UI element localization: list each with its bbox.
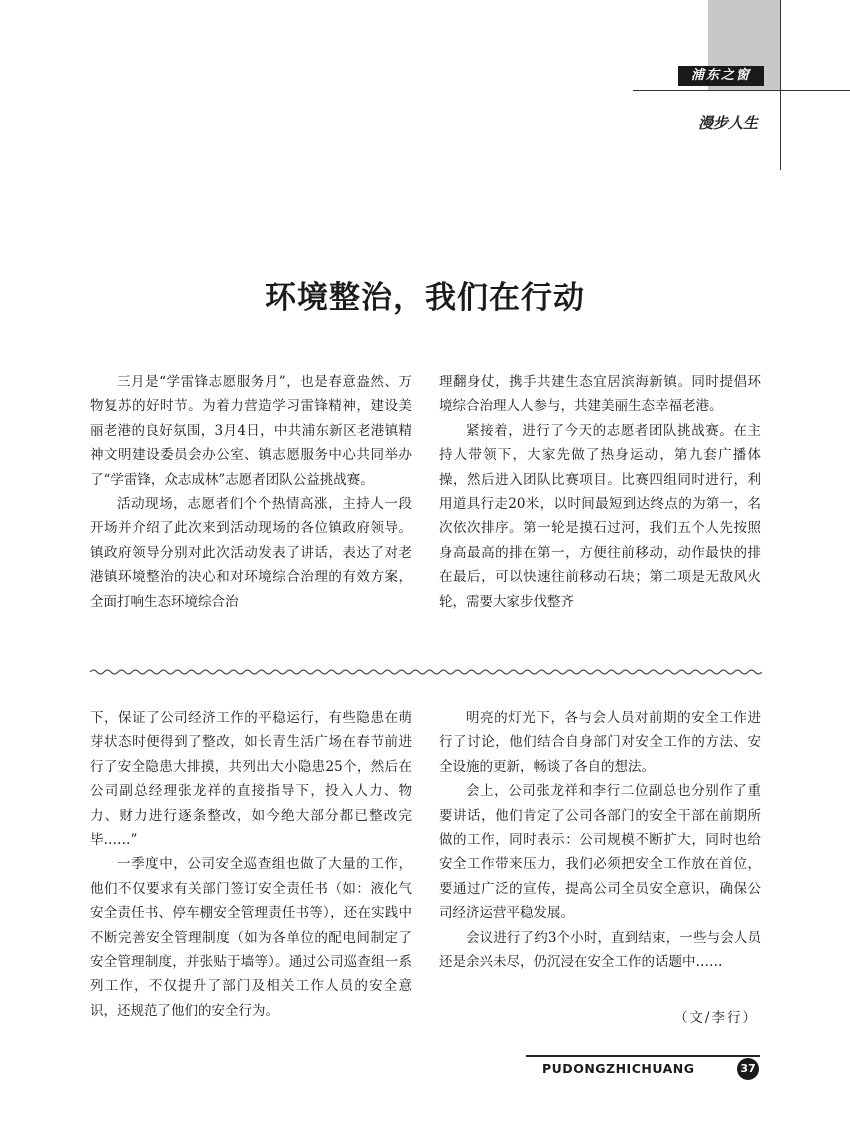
footer-magazine-name: PUDONGZHICHUANG (542, 1061, 695, 1076)
paragraph: 明亮的灯光下，各与会人员对前期的安全工作进行了讨论，他们结合自身部门对安全工作的方法、安全设施的更新，畅谈了各自的想法。 (439, 710, 761, 775)
paragraph: 活动现场，志愿者们个个热情高涨，主持人一段开场并介绍了此次来到活动现场的各位镇政府领导。镇政府领导分别对此次活动发表了讲话，表达了对老港镇环境整治的决心和对环境综合治理的有效方案，全面打响生态环境综合治 (90, 496, 412, 610)
article-column-3 (90, 706, 412, 1023)
section-title: 漫步人生 (697, 114, 758, 132)
wave-divider (90, 666, 762, 678)
footer-rule (526, 1055, 760, 1057)
article-title: 环境整治，我们在行动 (265, 280, 585, 316)
paragraph: 会上，公司张龙祥和李行二位副总也分别作了重要讲话，他们肯定了公司各部门的安全干部在前期所做的工作，同时表示：公司规模不断扩大，同时也给安全工作带来压力，我们必须把安全工作放在首位，要通过广泛的宣传，提高公司全员安全意识，确保公司经济运营平稳发展。 (439, 783, 761, 922)
article-column-1 (90, 370, 412, 614)
article-column-4 (439, 706, 761, 974)
page-number-badge: 37 (737, 1058, 759, 1080)
paragraph: 紧接着，进行了今天的志愿者团队挑战赛。在主持人带领下，大家先做了热身运动，第九套广播体操，然后进入团队比赛项目。比赛四组同时进行，利用道具行走20米，以时间最短到达终点的为第一，名次依次排序。第一轮是摸石过河，我们五个人先按照身高最高的排在第一，方便往前移动，动作最快的排在最后，可以快速往前移动石块；第二项是无敌风火轮，需要大家步伐整齐 (439, 422, 761, 610)
magazine-logo: 浦东之窗 (678, 66, 764, 86)
paragraph: 一季度中，公司安全巡查组也做了大量的工作，他们不仅要求有关部门签订安全责任书（如：液化气安全责任书、停车棚安全管理责任书等），还在实践中不断完善安全管理制度（如为各单位的配电间制定了安全管理制度，并张贴于墙等）。通过公司巡查组一系列工作，不仅提升了部门及相关工作人员的安全意识，还规范了他们的安全行为。 (90, 856, 412, 1019)
paragraph: 会议进行了约3个小时，直到结束，一些与会人员还是余兴未尽，仍沉浸在安全工作的话题中…… (439, 929, 761, 971)
paragraph: 三月是“学雷锋志愿服务月”，也是春意盎然、万物复苏的好时节。为着力营造学习雷锋精神，建设美丽老港的良好氛围，3月4日，中共浦东新区老港镇精神文明建设委员会办公室、镇志愿服务中心共同举办了“学雷锋，众志成林”志愿者团队公益挑战赛。 (90, 374, 412, 488)
paragraph: 理翻身仗，携手共建生态宜居滨海新镇。同时提倡环境综合治理人人参与，共建美丽生态幸福老港。 (439, 374, 761, 415)
byline: （文/李行） (673, 1010, 758, 1026)
article-column-2 (439, 370, 761, 614)
header-vertical-rule (780, 0, 781, 170)
paragraph: 下，保证了公司经济工作的平稳运行，有些隐患在萌芽状态时便得到了整改，如长青生活广场在春节前进行了安全隐患大排摸，共列出大小隐患25个，然后在公司副总经理张龙祥的直接指导下，投入人力、物力、财力进行逐条整改，如今绝大部分都已整改完毕……” (90, 710, 412, 849)
header-horizontal-rule (633, 90, 850, 91)
